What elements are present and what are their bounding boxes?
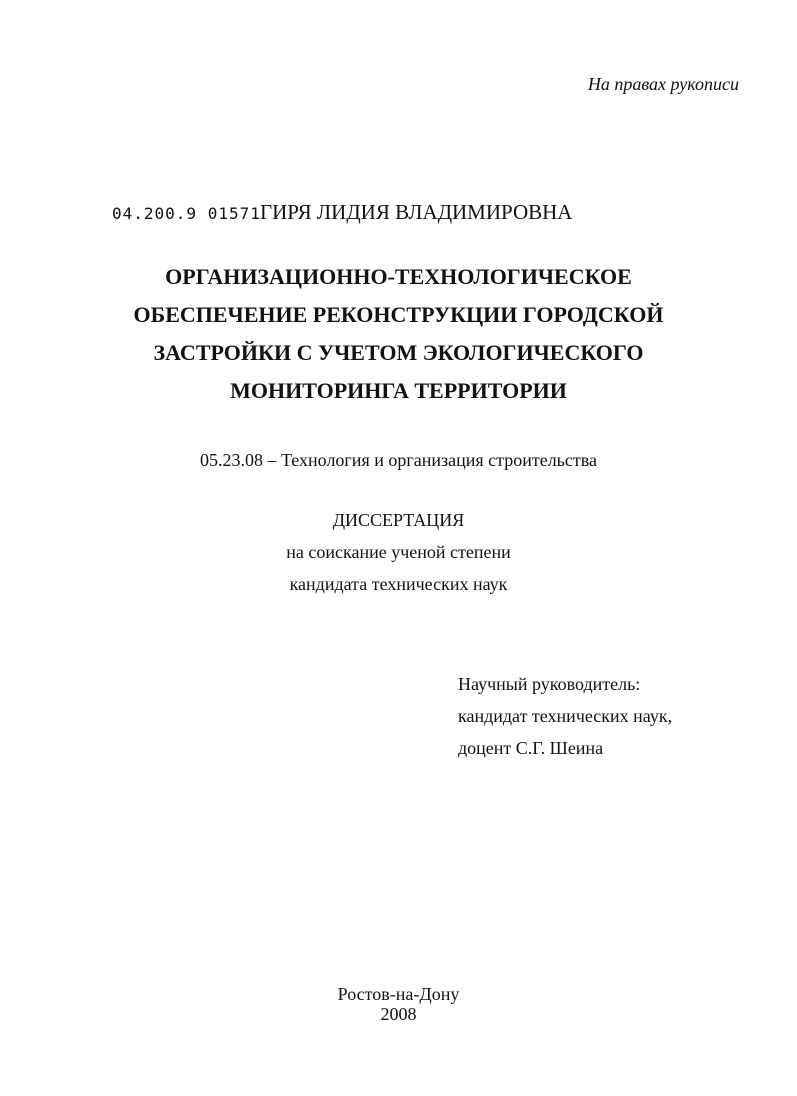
degree-line: кандидата технических наук <box>289 574 508 594</box>
supervisor-block <box>458 668 672 764</box>
title-line: ОРГАНИЗАЦИОННО-ТЕХНОЛОГИЧЕСКОЕ <box>165 264 632 289</box>
supervisor-line: кандидат технических наук, <box>458 706 673 726</box>
rights-note: На правах рукописи <box>587 74 739 94</box>
specialty: 05.23.08 – Технология и организация строительства <box>199 450 597 470</box>
supervisor-line: доцент С.Г. Шеина <box>458 738 604 758</box>
author-name: ГИРЯ ЛИДИЯ ВЛАДИМИРОВНА <box>260 200 573 224</box>
supervisor-line: Научный руководитель: <box>458 674 641 694</box>
title-line: ЗАСТРОЙКИ С УЧЕТОМ ЭКОЛОГИЧЕСКОГО <box>153 340 644 365</box>
title-line: МОНИТОРИНГА ТЕРРИТОРИИ <box>230 378 567 403</box>
registry-stamp: 04.200.9 01571 <box>112 204 261 223</box>
dissertation-title <box>0 258 797 410</box>
city: Ростов-на-Дону <box>337 984 460 1004</box>
degree-line: на соискание ученой степени <box>286 542 511 562</box>
title-line: ОБЕСПЕЧЕНИЕ РЕКОНСТРУКЦИИ ГОРОДСКОЙ <box>133 302 664 327</box>
year: 2008 <box>380 1004 417 1024</box>
doc-type: ДИССЕРТАЦИЯ <box>332 510 465 530</box>
